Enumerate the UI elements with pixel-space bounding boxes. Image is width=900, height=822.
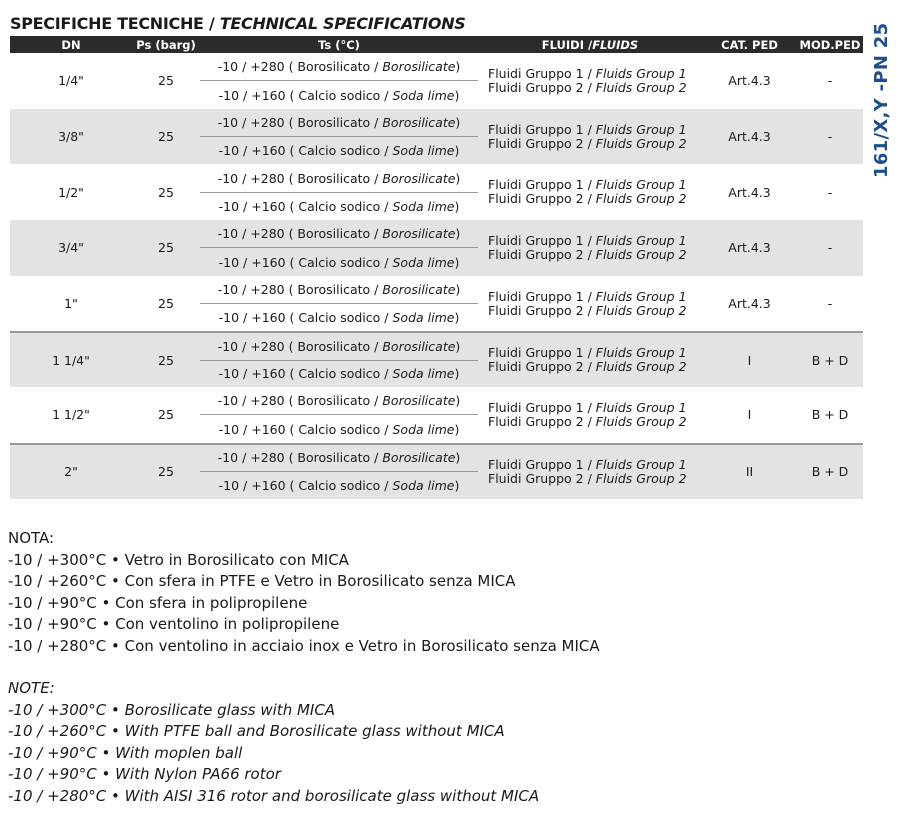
cell-ts [200,276,478,332]
cell-fluids [478,333,702,387]
header-fluids-main: FLUIDI / [541,37,593,52]
cell-ps: 25 [158,240,174,256]
note-line: -10 / +300°C • Vetro in Borosilicato con MICA [8,550,349,569]
header-cat: CAT. PED [721,37,778,52]
table-header [10,36,863,53]
cell-ps: 25 [158,296,174,312]
ts-line-borosilicate [200,445,478,472]
cell-fluids [478,109,702,165]
fluids-text-italic: Fluids Group 2 [595,79,687,95]
cell-fluids [478,164,702,220]
ts-text: -10 / +280 ( Borosilicato / [217,393,379,409]
table-row [10,443,863,499]
ts-text-end: ) [454,87,460,103]
header-fluids [478,36,702,53]
fluids-text: Fluidi Gruppo 2 / [488,246,596,262]
fluids-text-italic: Fluids Group 2 [595,246,687,262]
ts-line-soda-lime [200,304,478,331]
cell-cat-ped: Art.4.3 [728,240,771,256]
fluids-text-italic: Fluids Group 1 [595,456,687,472]
ts-text-end: ) [455,281,461,297]
cell-ps: 25 [158,464,174,480]
ts-text-italic: Soda lime [392,198,455,214]
cell-ts [200,387,478,443]
ts-text: -10 / +160 ( Calcio sodico / [218,143,389,159]
ts-text-end: ) [454,310,460,326]
ts-text: -10 / +160 ( Calcio sodico / [218,310,389,326]
notes-english [8,678,539,807]
fluids-text-italic: Fluids Group 1 [595,345,687,361]
ts-text-end: ) [454,366,460,382]
ts-text-italic: Borosilicate [382,450,456,466]
header-ts: Ts (°C) [318,37,360,52]
cell-cat-ped: I [747,407,752,423]
ts-text-end: ) [454,477,460,493]
ts-line-borosilicate [200,164,478,192]
ts-text: -10 / +280 ( Borosilicato / [217,170,379,186]
fluids-line-1 [488,234,687,248]
fluids-line-1 [488,290,687,304]
ts-line-borosilicate [200,109,478,137]
ts-line-soda-lime [200,472,478,498]
fluids-text: Fluidi Gruppo 1 / [488,65,596,81]
fluids-text-italic: Fluids Group 2 [595,359,687,375]
fluids-line-2 [488,304,687,318]
ts-text: -10 / +160 ( Calcio sodico / [218,366,389,382]
ts-text-end: ) [454,198,460,214]
ts-text: -10 / +280 ( Borosilicato / [217,339,379,355]
ts-text-end: ) [454,254,460,270]
note-line: -10 / +280°C • Con ventolino in acciaio inox e Vetro in Borosilicato senza MICA [8,636,600,655]
cell-dn: 3/8" [58,129,84,145]
fluids-text: Fluidi Gruppo 1 / [488,232,596,248]
ts-line-soda-lime [200,81,478,108]
side-model-label: 161/X,Y -PN 25 [871,22,892,178]
ts-text: -10 / +280 ( Borosilicato / [217,281,379,297]
fluids-line-1 [488,178,687,192]
cell-dn: 1/4" [58,73,84,89]
ts-line-borosilicate [200,276,478,304]
cell-cat-ped: Art.4.3 [728,296,771,312]
cell-ts [200,53,478,109]
cell-cat-ped: I [747,352,752,368]
ts-text: -10 / +160 ( Calcio sodico / [218,254,389,270]
fluids-text-italic: Fluids Group 2 [595,470,687,486]
cell-cat-ped: II [745,464,754,480]
cell-ts [200,164,478,220]
fluids-text: Fluidi Gruppo 1 / [488,345,596,361]
ts-text-italic: Soda lime [392,254,455,270]
ts-text: -10 / +280 ( Borosilicato / [217,59,379,75]
note-line: -10 / +90°C • With Nylon PA66 rotor [8,765,281,783]
ts-text-italic: Borosilicate [382,170,456,186]
table-row [10,109,863,165]
note-line: -10 / +90°C • Con ventolino in polipropilene [8,615,340,633]
cell-fluids [478,387,702,443]
ts-text-italic: Borosilicate [382,114,456,130]
ts-text-italic: Soda lime [392,366,455,382]
table-row [10,220,863,276]
header-dn: DN [61,37,81,52]
fluids-text: Fluidi Gruppo 2 / [488,413,596,429]
ts-line-borosilicate [200,220,478,248]
note-line: -10 / +90°C • Con sfera in polipropilene [8,593,308,612]
cell-dn: 1/2" [58,184,84,200]
fluids-text-italic: Fluids Group 1 [595,232,687,248]
cell-ps: 25 [158,352,174,368]
ts-text-end: ) [455,226,461,242]
ts-text-italic: Borosilicate [382,226,456,242]
table-row [10,387,863,443]
cell-dn: 1 1/2" [52,407,90,423]
ts-text-italic: Soda lime [392,87,455,103]
note-line: -10 / +280°C • With AISI 316 rotor and borosilicate glass without MICA [8,786,540,805]
page-title [10,14,466,33]
ts-text: -10 / +280 ( Borosilicato / [217,114,379,130]
cell-dn: 3/4" [58,240,84,256]
fluids-line-1 [488,401,687,415]
fluids-line-2 [488,248,687,262]
cell-mod-ped: - [827,129,833,145]
ts-text-italic: Soda lime [392,143,455,159]
ts-line-soda-lime [200,248,478,275]
fluids-text: Fluidi Gruppo 2 / [488,359,596,375]
fluids-line-2 [488,472,687,486]
cell-cat-ped: Art.4.3 [728,129,771,145]
fluids-line-2 [488,81,687,95]
header-fluids-italic: FLUIDS [592,37,639,52]
note-line: -10 / +90°C • With moplen ball [8,743,243,762]
ts-text-italic: Soda lime [392,421,455,437]
cell-fluids [478,220,702,276]
table-row [10,164,863,220]
fluids-text-italic: Fluids Group 2 [595,413,687,429]
fluids-line-1 [488,458,687,472]
ts-text: -10 / +160 ( Calcio sodico / [218,87,389,103]
fluids-text-italic: Fluids Group 1 [595,288,687,304]
cell-ps: 25 [158,129,174,145]
fluids-text-italic: Fluids Group 1 [595,65,687,81]
cell-ps: 25 [158,73,174,89]
ts-text-italic: Borosilicate [382,393,456,409]
cell-fluids [478,276,702,332]
cell-ps: 25 [158,407,174,423]
cell-dn: 1 1/4" [52,352,90,368]
fluids-text: Fluidi Gruppo 1 / [488,456,596,472]
ts-text: -10 / +280 ( Borosilicato / [217,226,379,242]
ts-text-italic: Borosilicate [382,339,456,355]
table-body [10,53,863,499]
ts-line-borosilicate [200,53,478,81]
fluids-text: Fluidi Gruppo 2 / [488,191,596,207]
fluids-text-italic: Fluids Group 2 [595,135,687,151]
cell-mod-ped: - [827,240,833,256]
cell-ts [200,333,478,387]
fluids-text: Fluidi Gruppo 2 / [488,302,596,318]
cell-dn: 2" [64,464,78,480]
ts-line-borosilicate [200,333,478,360]
ts-text: -10 / +160 ( Calcio sodico / [218,198,389,214]
table-row [10,331,863,387]
fluids-text: Fluidi Gruppo 2 / [488,470,596,486]
cell-mod-ped: - [827,73,833,89]
ts-line-borosilicate [200,387,478,415]
ts-text-italic: Borosilicate [382,281,456,297]
fluids-text-italic: Fluids Group 1 [595,121,687,137]
spec-table [10,36,863,499]
cell-ps: 25 [158,184,174,200]
notes-heading: NOTE: [8,679,55,697]
fluids-text: Fluidi Gruppo 1 / [488,399,596,415]
title-main: SPECIFICHE TECNICHE / [10,14,220,33]
fluids-text: Fluidi Gruppo 1 / [488,177,596,193]
ts-text-end: ) [455,114,461,130]
note-line: -10 / +260°C • Con sfera in PTFE e Vetro in Borosilicato senza MICA [8,572,516,590]
fluids-text: Fluidi Gruppo 1 / [488,288,596,304]
cell-cat-ped: Art.4.3 [728,73,771,89]
ts-text-end: ) [455,59,461,75]
fluids-line-2 [488,415,687,429]
fluids-text-italic: Fluids Group 1 [595,177,687,193]
fluids-line-1 [488,346,687,360]
header-mod: MOD.PED [799,37,861,52]
ts-text-italic: Soda lime [392,477,455,493]
cell-cat-ped: Art.4.3 [728,184,771,200]
ts-text: -10 / +280 ( Borosilicato / [217,450,379,466]
ts-text-end: ) [454,421,460,437]
ts-text-end: ) [455,450,461,466]
fluids-line-2 [488,360,687,374]
ts-line-soda-lime [200,361,478,387]
fluids-line-2 [488,137,687,151]
ts-line-soda-lime [200,415,478,442]
cell-mod-ped: B + D [811,464,849,480]
ts-text-end: ) [455,339,461,355]
cell-ts [200,220,478,276]
cell-mod-ped: - [827,184,833,200]
ts-line-soda-lime [200,137,478,164]
table-row [10,53,863,109]
ts-text-italic: Borosilicate [382,59,456,75]
fluids-text: Fluidi Gruppo 2 / [488,79,596,95]
ts-text: -10 / +160 ( Calcio sodico / [218,477,389,493]
ts-text-end: ) [455,393,461,409]
fluids-line-1 [488,67,687,81]
fluids-line-2 [488,192,687,206]
ts-text-end: ) [455,170,461,186]
fluids-text-italic: Fluids Group 2 [595,302,687,318]
note-line: -10 / +260°C • With PTFE ball and Borosilicate glass without MICA [8,722,505,740]
fluids-text-italic: Fluids Group 2 [595,191,687,207]
notes-italian [8,528,600,657]
table-row [10,276,863,332]
note-line: -10 / +300°C • Borosilicate glass with MICA [8,700,336,719]
fluids-text: Fluidi Gruppo 1 / [488,121,596,137]
notes-heading: NOTA: [8,529,55,547]
fluids-line-1 [488,123,687,137]
ts-text-italic: Soda lime [392,310,455,326]
cell-ts [200,445,478,499]
cell-fluids [478,53,702,109]
ts-text-end: ) [454,143,460,159]
ts-text: -10 / +160 ( Calcio sodico / [218,421,389,437]
title-italic: TECHNICAL SPECIFICATIONS [219,14,466,33]
fluids-text-italic: Fluids Group 1 [595,399,687,415]
cell-fluids [478,445,702,499]
header-ps: Ps (barg) [136,37,196,52]
cell-mod-ped: B + D [811,407,849,423]
cell-mod-ped: - [827,296,833,312]
ts-line-soda-lime [200,193,478,220]
fluids-text: Fluidi Gruppo 2 / [488,135,596,151]
cell-mod-ped: B + D [811,352,849,368]
cell-ts [200,109,478,165]
cell-dn: 1" [64,296,78,312]
